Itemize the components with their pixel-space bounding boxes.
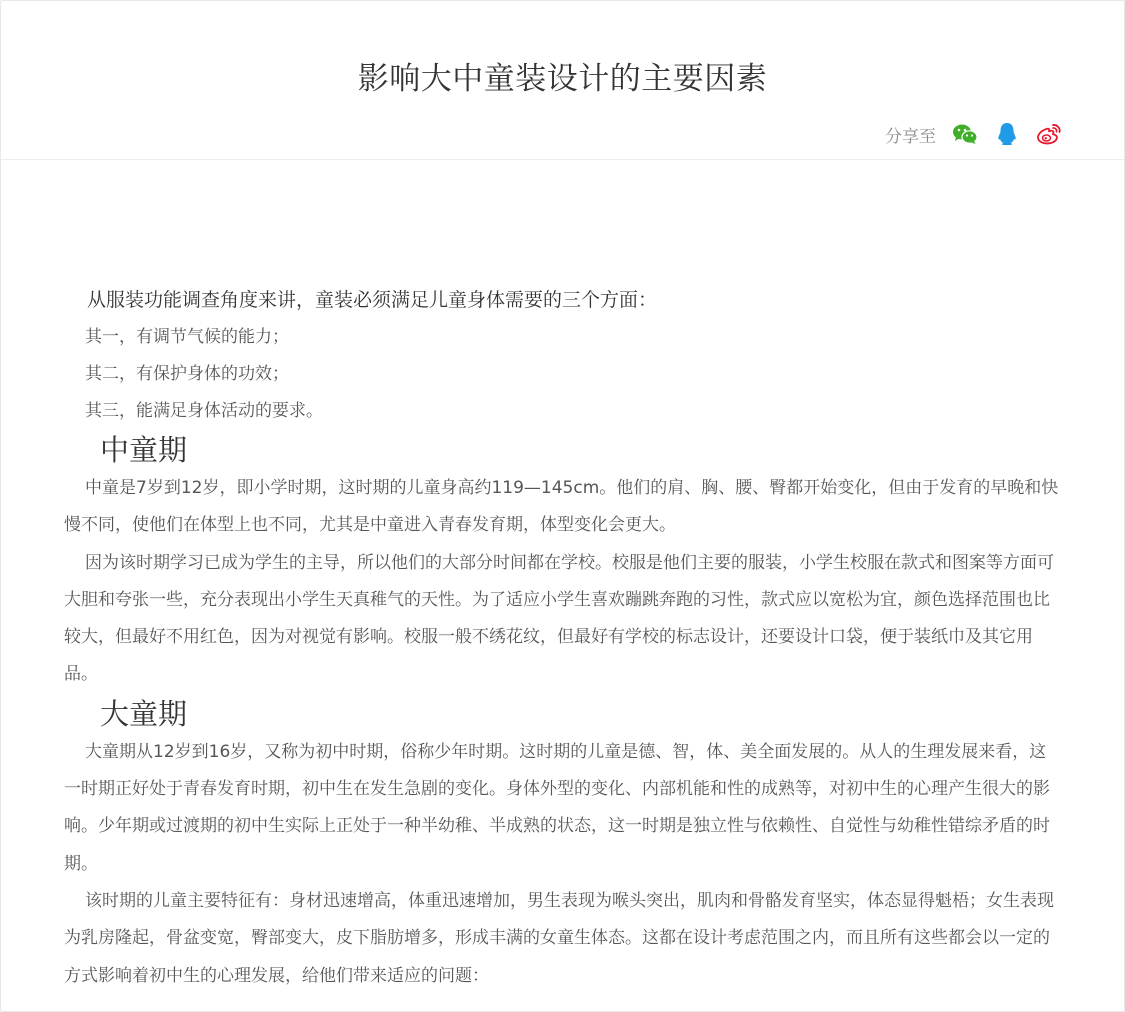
qq-icon[interactable] [994, 121, 1020, 147]
paragraph: 大童期从12岁到16岁，又称为初中时期，俗称少年时期。这时期的儿童是德、智，体、美全面发展的。从人的生理发展来看，这一时期正好处于青春发育时期，初中生在发生急剧的变化。身体外型的变化、内部机能和性的成熟等，对初中生的心理产生很大的影响。少年期或过渡期的初中生实际上正处于一种半幼稚、半成熟的状态，这一时期是独立性与依赖性、自觉性与幼稚性错综矛盾的时期。 [64, 741, 1050, 874]
article-header [1, 1, 1124, 160]
article-title: 影响大中童装设计的主要因素 [357, 61, 768, 97]
share-label: 分享至 [885, 126, 936, 147]
weibo-icon[interactable] [1036, 121, 1062, 147]
list-item: 其三，能满足身体活动的要求。 [85, 401, 323, 421]
article-body [64, 281, 1062, 995]
section-heading: 大童期 [100, 696, 188, 731]
paragraph: 该时期的儿童主要特征有：身材迅速增高，体重迅速增加，男生表现为喉头突出，肌肉和骨骼发育坚实，体态显得魁梧；女生表现为乳房隆起，骨盆变宽，臀部变大，皮下脂肪增多，形成丰满的女童生体态。这都在设计考虑范围之内，而且所有这些都会以一定的方式影响着初中生的心理发展，给他们带来适应的问题： [64, 890, 1054, 986]
share-bar [885, 121, 1062, 147]
paragraph: 中童是7岁到12岁，即小学时期，这时期的儿童身高约119—145cm。他们的肩、胸、腰、臀都开始变化，但由于发育的早晚和快慢不同，使他们在体型上也不同，尤其是中童进入青春发育期，体型变化会更大。 [64, 478, 1059, 536]
paragraph: 因为该时期学习已成为学生的主导，所以他们的大部分时间都在学校。校服是他们主要的服装，小学生校服在款式和图案等方面可大胆和夸张一些，充分表现出小学生天真稚气的天性。为了适应小学生喜欢蹦跳奔跑的习性，款式应以宽松为宜，颜色选择范围也比较大，但最好不用红色，因为对视觉有影响。校服一般不绣花纹，但最好有学校的标志设计，还要设计口袋，便于装纸巾及其它用品。 [64, 552, 1054, 685]
intro-text: 从服装功能调查角度来讲，童装必须满足儿童身体需要的三个方面： [87, 289, 658, 311]
section-heading: 中童期 [100, 433, 188, 467]
list-item: 其二，有保护身体的功效； [85, 364, 289, 384]
wechat-icon[interactable] [952, 121, 978, 147]
list-item: 其一，有调节气候的能力； [85, 327, 289, 347]
